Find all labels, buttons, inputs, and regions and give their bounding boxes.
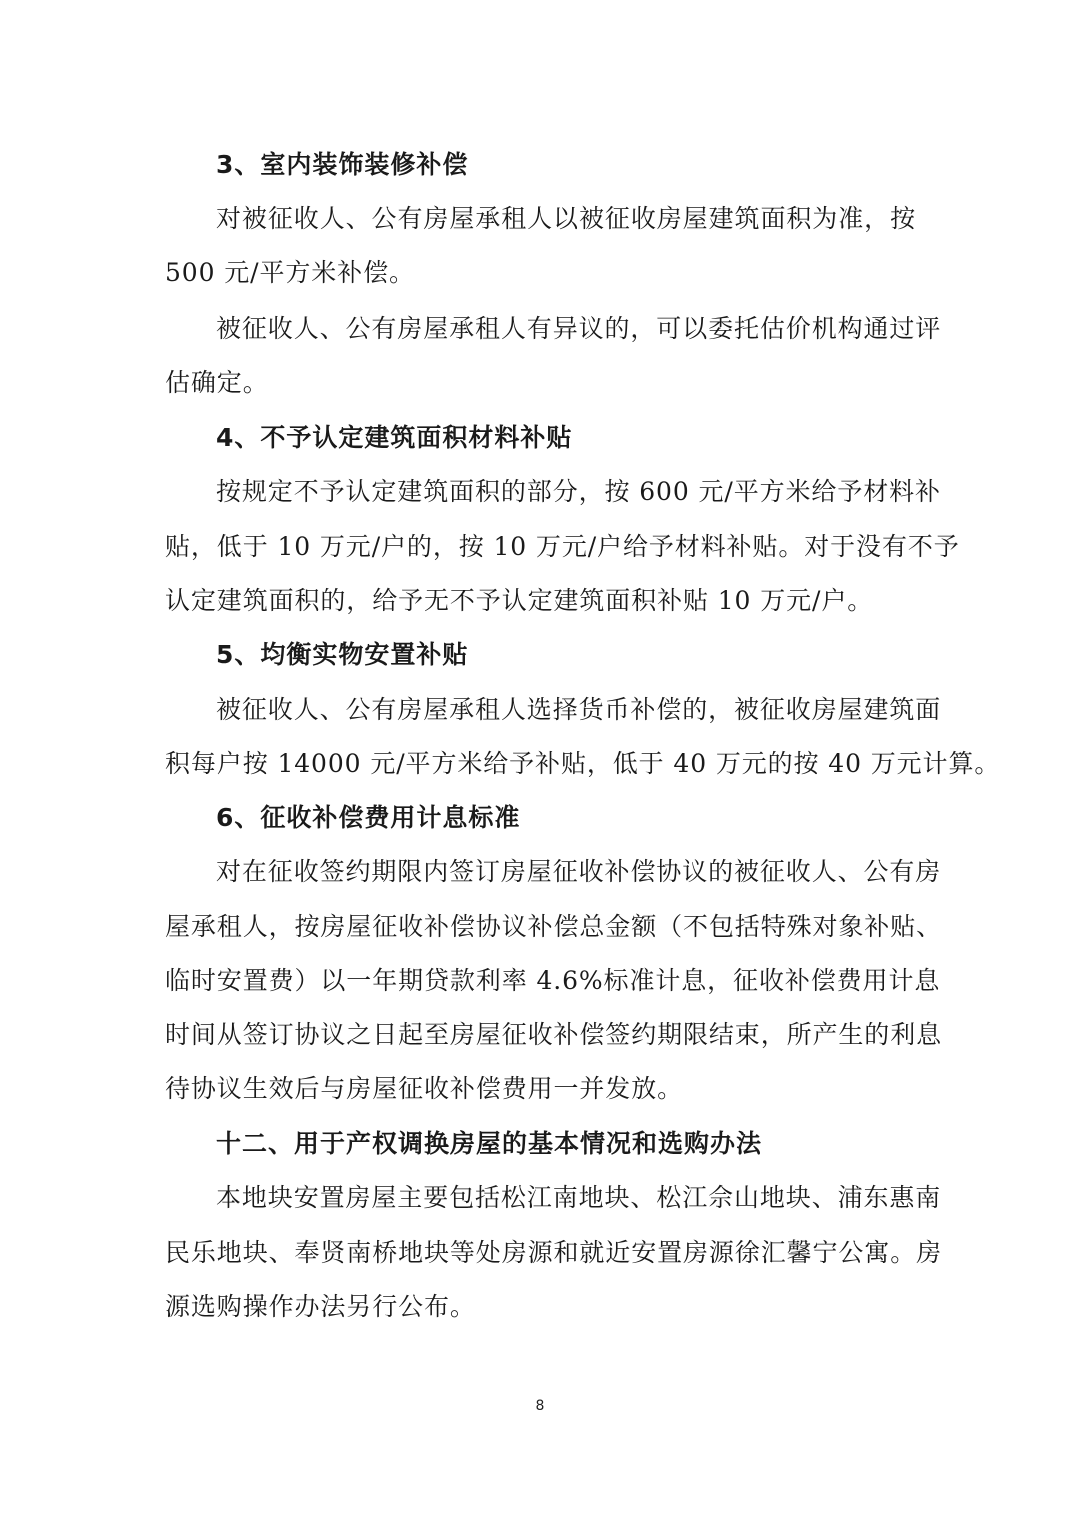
section-3-para1-line1: 对被征收人、公有房屋承租人以被征收房屋建筑面积为准，按 [216,204,916,233]
section-4-para1-line3: 认定建筑面积的，给予无不予认定建筑面积补贴 10 万元/户。 [165,586,874,615]
section-5-para1-line2: 积每户按 14000 元/平方米给予补贴，低于 40 万元的按 40 万元计算。 [165,749,1001,778]
section-12-para1-line3: 源选购操作办法另行公布。 [165,1292,476,1321]
section-12-para1-line1: 本地块安置房屋主要包括松江南地块、松江佘山地块、浦东惠南 [216,1183,942,1212]
section-6-para1-line4: 时间从签订协议之日起至房屋征收补偿签约期限结束，所产生的利息 [165,1020,943,1049]
section-5-heading: 5、均衡实物安置补贴 [216,640,469,669]
section-6-para1-line1: 对在征收签约期限内签订房屋征收补偿协议的被征收人、公有房 [216,857,942,886]
section-3-para2-line2: 估确定。 [165,368,269,397]
section-3-para1-line2: 500 元/平方米补偿。 [165,258,415,287]
section-3-heading: 3、室内装饰装修补偿 [216,150,469,179]
section-4-para1-line2: 贴，低于 10 万元/户的，按 10 万元/户给予材料补贴。对于没有不予 [165,532,960,561]
section-4-para1-line1: 按规定不予认定建筑面积的部分，按 600 元/平方米给予材料补 [216,477,941,506]
section-12-para1-line2: 民乐地块、奉贤南桥地块等处房源和就近安置房源徐汇馨宁公寓。房 [165,1238,943,1267]
section-6-para1-line3: 临时安置费）以一年期贷款利率 4.6%标准计息，征收补偿费用计息 [165,966,941,995]
section-6-heading: 6、征收补偿费用计息标准 [216,803,521,832]
section-12-heading: 十二、用于产权调换房屋的基本情况和选购办法 [216,1129,763,1158]
section-4-heading: 4、不予认定建筑面积材料补贴 [216,423,573,452]
section-5-para1-line1: 被征收人、公有房屋承租人选择货币补偿的，被征收房屋建筑面 [216,695,942,724]
section-6-para1-line2: 屋承租人，按房屋征收补偿协议补偿总金额（不包括特殊对象补贴、 [165,912,943,941]
section-6-para1-line5: 待协议生效后与房屋征收补偿费用一并发放。 [165,1074,684,1103]
page-number: 8 [535,1398,545,1414]
section-3-para2-line1: 被征收人、公有房屋承租人有异议的，可以委托估价机构通过评 [216,314,942,343]
